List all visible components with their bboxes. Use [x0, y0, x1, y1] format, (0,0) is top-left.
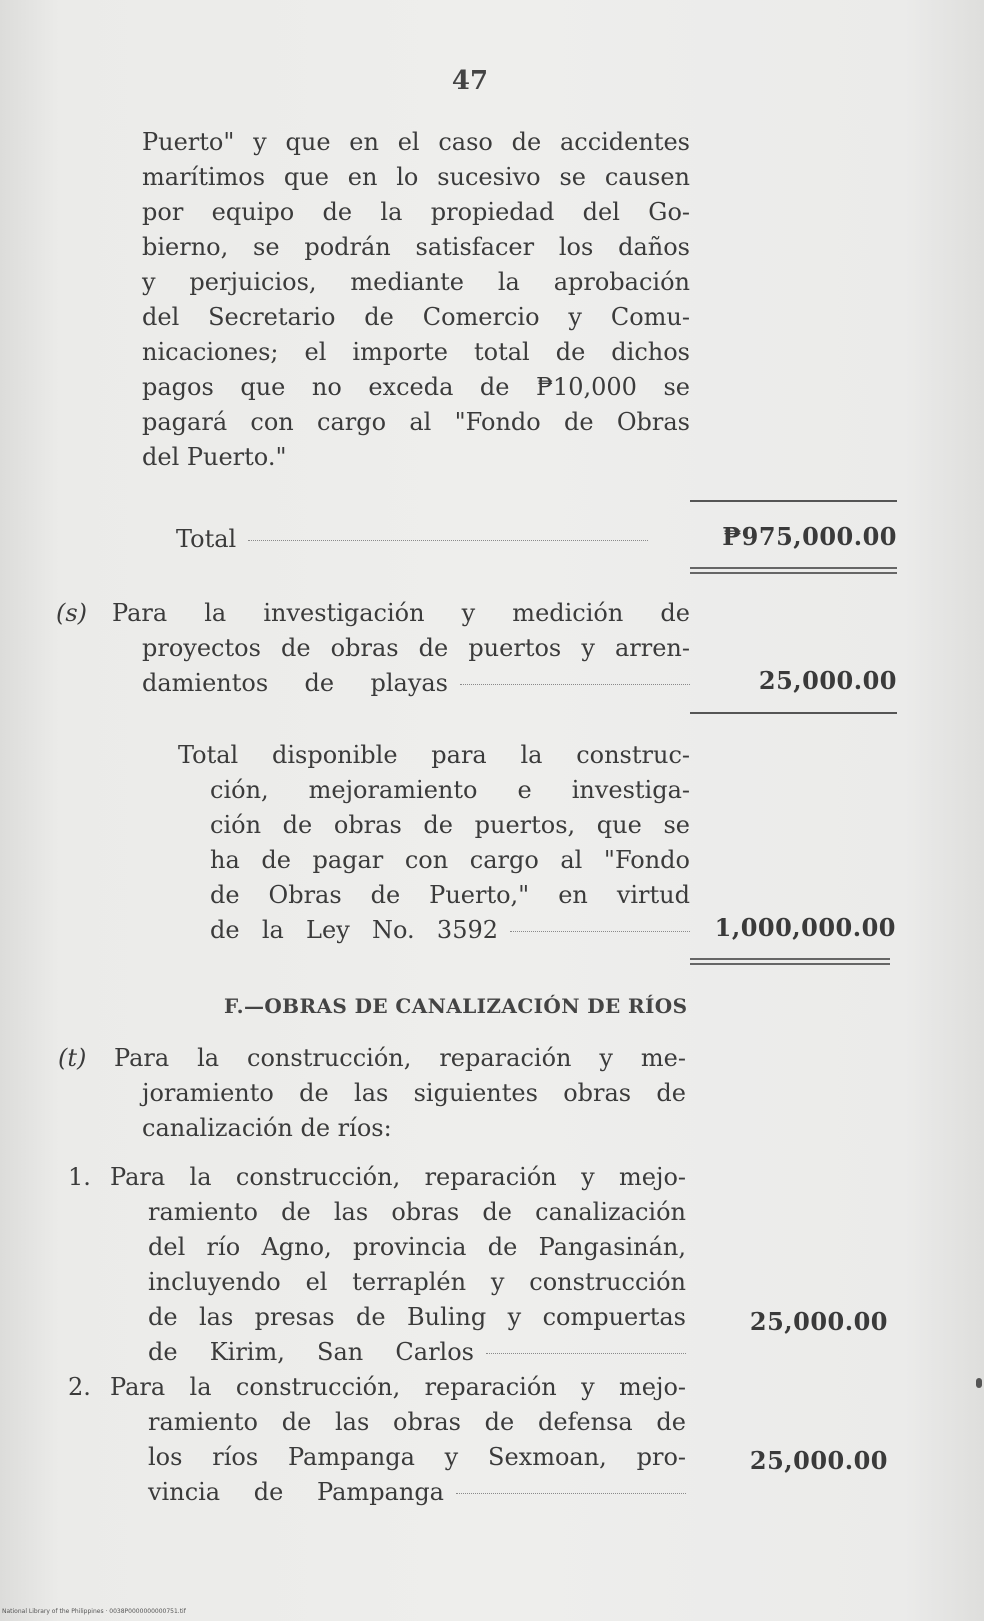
subtotal-rule [690, 712, 897, 714]
sub-item-1-text [148, 1195, 686, 1370]
page-number: 47 [451, 66, 489, 96]
text-line: canalización de ríos: [142, 1114, 392, 1142]
total-row [176, 522, 696, 557]
leader-dots [510, 931, 690, 932]
text-line: por equipo de la propiedad del Go- [142, 198, 690, 226]
sub-item-1-number: 1. [68, 1163, 91, 1191]
text-line: de la Ley No. 3592 [210, 913, 690, 948]
text-line: vincia de Pampanga [148, 1475, 686, 1510]
text-line: marítimos que en lo sucesivo se causen [142, 163, 690, 191]
text-line: de Kirim, San Carlos [148, 1335, 686, 1370]
text-line: Para la construcción, reparación y me- [114, 1044, 686, 1072]
total-label: Total [176, 525, 237, 553]
text-line: y perjuicios, mediante la aprobación [142, 268, 690, 296]
total-double-rule [690, 567, 897, 569]
item-t-continuation [142, 1076, 686, 1146]
leader-dots [460, 684, 690, 685]
text-line: pagos que no exceda de ₱10,000 se [142, 373, 690, 401]
item-t-text [114, 1041, 686, 1076]
text-line: ha de pagar con cargo al "Fondo [210, 846, 690, 874]
text-line: Puerto" y que en el caso de accidentes [142, 128, 690, 156]
intro-paragraph [142, 125, 690, 475]
text-line: pagará con cargo al "Fondo de Obras [142, 408, 690, 436]
text-line: los ríos Pampanga y Sexmoan, pro- [148, 1443, 686, 1471]
text-line: Para la construcción, reparación y mejo- [110, 1163, 686, 1191]
sub-item-1-first-line [110, 1160, 686, 1195]
text-line: bierno, se podrán satisfacer los daños [142, 233, 690, 261]
sub-item-2-number: 2. [68, 1373, 91, 1401]
subtotal-rule [690, 500, 897, 502]
leader-dots [486, 1353, 686, 1354]
text-line: incluyendo el terraplén y construcción [148, 1268, 686, 1296]
text-line: del Puerto." [142, 443, 287, 471]
text-line: nicaciones; el importe total de dichos [142, 338, 690, 366]
section-heading: F.—OBRAS DE CANALIZACIÓN DE RÍOS [224, 994, 688, 1018]
leader-dots [248, 540, 648, 541]
text-line: proyectos de obras de puertos y arren- [142, 634, 690, 662]
scan-speck [976, 1378, 982, 1388]
sub-item-1-amount: 25,000.00 [749, 1307, 888, 1336]
total-disponible-amount: 1,000,000.00 [714, 913, 896, 942]
item-s-amount: 25,000.00 [758, 666, 897, 695]
total-amount: ₱975,000.00 [722, 522, 897, 551]
text-line: Para la investigación y medición de [112, 599, 690, 627]
item-s-text [112, 596, 690, 631]
text-line: ción de obras de puertos, que se [210, 811, 690, 839]
text-line: ramiento de las obras de defensa de [148, 1408, 686, 1436]
text-line: joramiento de las siguientes obras de [142, 1079, 686, 1107]
text-line: Para la construcción, reparación y mejo- [110, 1373, 686, 1401]
item-s-continuation [142, 631, 690, 701]
total-double-rule [690, 958, 890, 960]
text-line: ramiento de las obras de canalización [148, 1198, 686, 1226]
total-disponible-text [210, 773, 690, 948]
total-disponible-first [178, 738, 690, 773]
sub-item-2-amount: 25,000.00 [749, 1446, 888, 1475]
sub-item-2-text [148, 1405, 686, 1510]
scan-footer-note: National Library of the Philippines · 0038P0000000000751.tif [2, 1608, 186, 1615]
text-line: damientos de playas [142, 666, 690, 701]
leader-dots [456, 1493, 686, 1494]
text-line: Total disponible para la construc- [178, 741, 690, 769]
sub-item-2-first-line [110, 1370, 686, 1405]
text-line: del río Agno, provincia de Pangasinán, [148, 1233, 686, 1261]
item-s-letter: (s) [56, 599, 88, 627]
text-line: del Secretario de Comercio y Comu- [142, 303, 690, 331]
text-line: de Obras de Puerto," en virtud [210, 881, 690, 909]
text-line: de las presas de Buling y compuertas [148, 1303, 686, 1331]
text-line: ción, mejoramiento e investiga- [210, 776, 690, 804]
item-t-letter: (t) [58, 1044, 87, 1072]
